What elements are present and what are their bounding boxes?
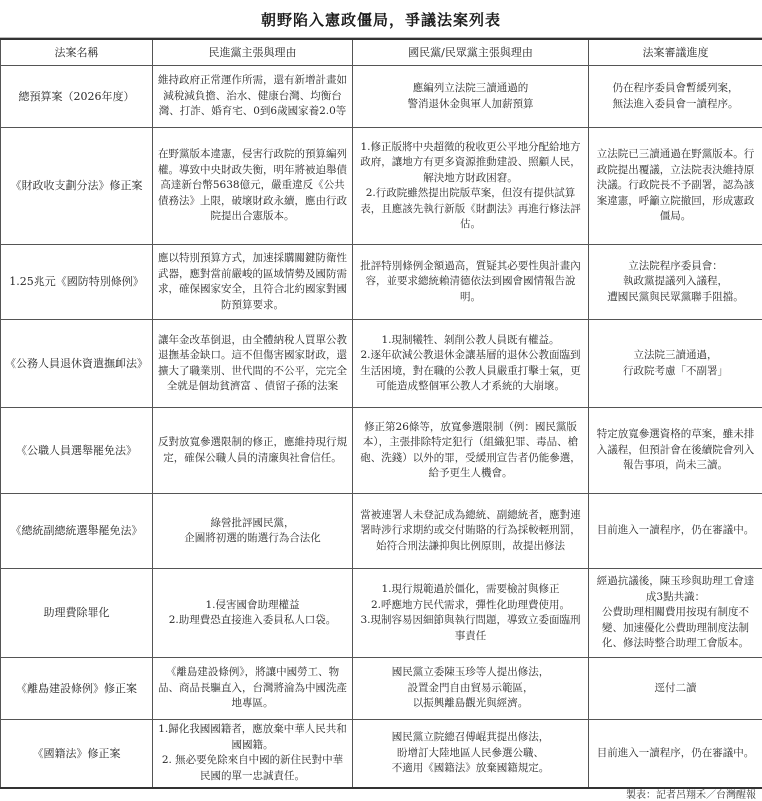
bill-name-cell: 《公職人員選舉罷免法》 (1, 408, 153, 494)
cell-text-line: 當被連署人未登記成為總統、副總統者，應對連署時涉行求期約或交付賄賂的行為採較輕刑罰，始符合刑法謙抑與比例原則，故提出修法 (357, 508, 584, 555)
kmt-tpp-position-cell (353, 569, 589, 658)
page-title: 朝野陷入憲政僵局，爭議法案列表 (0, 0, 762, 38)
kmt-tpp-position-cell (353, 66, 589, 128)
bill-name-cell: 助理費除罪化 (1, 569, 153, 658)
cell-text-line: 2.呼應地方民代需求，彈性化助理費使用。 (357, 598, 584, 614)
cell-text-line: 執政黨提議列入議程， (593, 274, 758, 290)
bill-name-cell: 《公務人員退休資遣撫卹法》 (1, 320, 153, 408)
cell-text-line: 2.逐年砍減公教退休金讓基層的退休公教面臨到生活困境，對在職的公教人員嚴重打擊士氣，更可能造成整個軍公教人才系統的大崩壞。 (357, 348, 584, 395)
cell-text-line: 以振興離島觀光與經濟。 (357, 696, 584, 712)
header-review-progress: 法案審議進度 (589, 39, 762, 66)
cell-text-line: 公費助理相關費用按現有制度不變、加速優化公費助理制度法制化、修法時整合助理工會版本。 (593, 605, 758, 652)
table-row (1, 720, 762, 788)
cell-text-line: 立法院三讀通過， (593, 348, 758, 364)
cell-text-line: 特定放寬參選資格的草案，雖未排入議程，但預計會在後續院會列入報告事項，尚未三讀。 (593, 427, 758, 474)
table-row (1, 66, 762, 128)
cell-text-line: 應以特別預算方式，加速採購關鍵防衛性武器，應對當前嚴峻的區域情勢及國防需求，確保國家安全，且符合北約國家對國防預算要求。 (157, 251, 348, 313)
progress-cell (589, 569, 762, 658)
cell-text-line: 2.行政院雖然提出院版草案，但沒有提供試算表，且應該先執行新版《財劃法》再進行修法評估。 (357, 186, 584, 233)
dpp-position-cell (153, 320, 353, 408)
dpp-position-cell (153, 408, 353, 494)
progress-cell (589, 245, 762, 320)
cell-text-line: 讓年金改革倒退，由全體納稅人買單公教退撫基金缺口。這不但傷害國家財政，還擴大了職業別、世代間的不公平，完完全全就是個劫貧濟富 、債留子孫的法案 (157, 333, 348, 395)
bill-name-cell: 1.25兆元《國防特別條例》 (1, 245, 153, 320)
cell-text-line: 在野黨版本違憲，侵害行政院的預算編列權。導致中央財政失衡，明年將被迫舉債高達新台幣5638億元，嚴重違反《公共債務法》上限，破壞財政永續，應由行政院提出合憲版本。 (157, 147, 348, 225)
cell-text-line: 國民黨立委陳玉珍等人提出修法， (357, 665, 584, 681)
bill-name-cell: 《離島建設條例》修正案 (1, 658, 153, 720)
cell-text-line: 《離島建設條例》，將讓中國勞工、物品、商品長驅直入，台灣將淪為中國洗產地專區。 (157, 665, 348, 712)
cell-text-line: 企圖將初選的賄選行為合法化 (157, 531, 348, 547)
cell-text-line: 批評特別條例金額過高，質疑其必要性與計畫內容，並要求總統賴清德依法到國會國情報告說明。 (357, 259, 584, 306)
progress-cell (589, 494, 762, 569)
cell-text-line: 應編列立法院三讀通過的 (357, 81, 584, 97)
cell-text-line: 反對放寬參選限制的修正，應維持現行規定，確保公職人員的清廉與社會信任。 (157, 435, 348, 466)
bills-table (0, 38, 762, 789)
dpp-position-cell (153, 494, 353, 569)
table-row (1, 320, 762, 408)
cell-text-line: 1.侵害國會助理權益 (157, 598, 348, 614)
cell-text-line: 行政院考慮「不副署」 (593, 364, 758, 380)
cell-text-line: 目前進入一讀程序，仍在審議中。 (593, 746, 758, 762)
progress-cell (589, 408, 762, 494)
dpp-position-cell (153, 720, 353, 788)
cell-text-line: 警消退休金與軍人加薪預算 (357, 97, 584, 113)
cell-text-line: 1.修正版將中央超徵的稅收更公平地分配給地方政府，讓地方有更多資源推動建設、照顧人民，解決地方財政困窘。 (357, 140, 584, 187)
progress-cell (589, 66, 762, 128)
cell-text-line: 目前進入一讀程序，仍在審議中。 (593, 523, 758, 539)
cell-text-line: 3.現制容易因細節與執行問題，導致立委面臨刑事責任 (357, 613, 584, 644)
kmt-tpp-position-cell (353, 720, 589, 788)
cell-text-line: 立法院已三讀通過在野黨版本。行政院提出覆議，立法院表決維持原決議。行政院長不予副署，認為該案違憲，呼籲立院撤回，形成憲政僵局。 (593, 147, 758, 225)
dpp-position-cell (153, 569, 353, 658)
bill-name-cell: 總預算案（2026年度） (1, 66, 153, 128)
kmt-tpp-position-cell (353, 320, 589, 408)
header-bill-name: 法案名稱 (1, 39, 153, 66)
cell-text-line: 不適用《國籍法》放棄國籍規定。 (357, 761, 584, 777)
cell-text-line: 逕付二讀 (593, 681, 758, 697)
cell-text-line: 2.助理費恐直接進入委員私人口袋。 (157, 613, 348, 629)
table-row (1, 494, 762, 569)
dpp-position-cell (153, 66, 353, 128)
bill-name-cell: 《國籍法》修正案 (1, 720, 153, 788)
table-row (1, 569, 762, 658)
cell-text-line: 經過抗議後，陳玉珍與助理工會達成3點共識： (593, 574, 758, 605)
kmt-tpp-position-cell (353, 494, 589, 569)
kmt-tpp-position-cell (353, 408, 589, 494)
header-kmt-tpp-position: 國民黨/民眾黨主張與理由 (353, 39, 589, 66)
progress-cell (589, 720, 762, 788)
cell-text-line: 無法進入委員會一讀程序。 (593, 97, 758, 113)
cell-text-line: 設置金門自由貿易示範區， (357, 681, 584, 697)
cell-text-line: 遭國民黨與民眾黨聯手阻擋。 (593, 290, 758, 306)
progress-cell (589, 128, 762, 245)
kmt-tpp-position-cell (353, 245, 589, 320)
table-row (1, 408, 762, 494)
cell-text-line: 立法院程序委員會： (593, 259, 758, 275)
table-header-row (1, 39, 762, 66)
cell-text-line: 修正第26條等，放寬參選限制（例：國民黨版本），主張排除特定犯行（組織犯罪、毒品、槍砲、洗錢）以外的罪，受緩刑宣告者仍能參選，給予更生人機會。 (357, 420, 584, 482)
cell-text-line: 1.歸化我國國籍者，應放棄中華人民共和國國籍。 (157, 722, 348, 753)
cell-text-line: 1.現制犧牲、剝削公教人員既有權益。 (357, 333, 584, 349)
table-row (1, 128, 762, 245)
kmt-tpp-position-cell (353, 658, 589, 720)
cell-text-line: 2. 無必要免除來自中國的新住民對中華民國的單一忠誠責任。 (157, 753, 348, 784)
header-dpp-position: 民進黨主張與理由 (153, 39, 353, 66)
dpp-position-cell (153, 245, 353, 320)
table-row (1, 658, 762, 720)
cell-text-line: 維持政府正常運作所需，還有新增計畫如減稅減負擔、治水、健康台灣、均衡台灣、打詐、婚育宅、0到6歲國家養2.0等 (157, 73, 348, 120)
bill-name-cell: 《財政收支劃分法》修正案 (1, 128, 153, 245)
table-row (1, 245, 762, 320)
dpp-position-cell (153, 658, 353, 720)
credit-footer: 製表：記者呂翔禾／台灣醒報 (626, 786, 756, 801)
cell-text-line: 國民黨立院總召傅崐萁提出修法， (357, 730, 584, 746)
cell-text-line: 仍在程序委員會暫緩列案， (593, 81, 758, 97)
progress-cell (589, 320, 762, 408)
kmt-tpp-position-cell (353, 128, 589, 245)
cell-text-line: 1.現行規範過於僵化，需要檢討與修正 (357, 582, 584, 598)
cell-text-line: 盼增訂大陸地區人民參選公職、 (357, 746, 584, 762)
progress-cell (589, 658, 762, 720)
dpp-position-cell (153, 128, 353, 245)
bill-name-cell: 《總統副總統選舉罷免法》 (1, 494, 153, 569)
cell-text-line: 綠營批評國民黨， (157, 516, 348, 532)
